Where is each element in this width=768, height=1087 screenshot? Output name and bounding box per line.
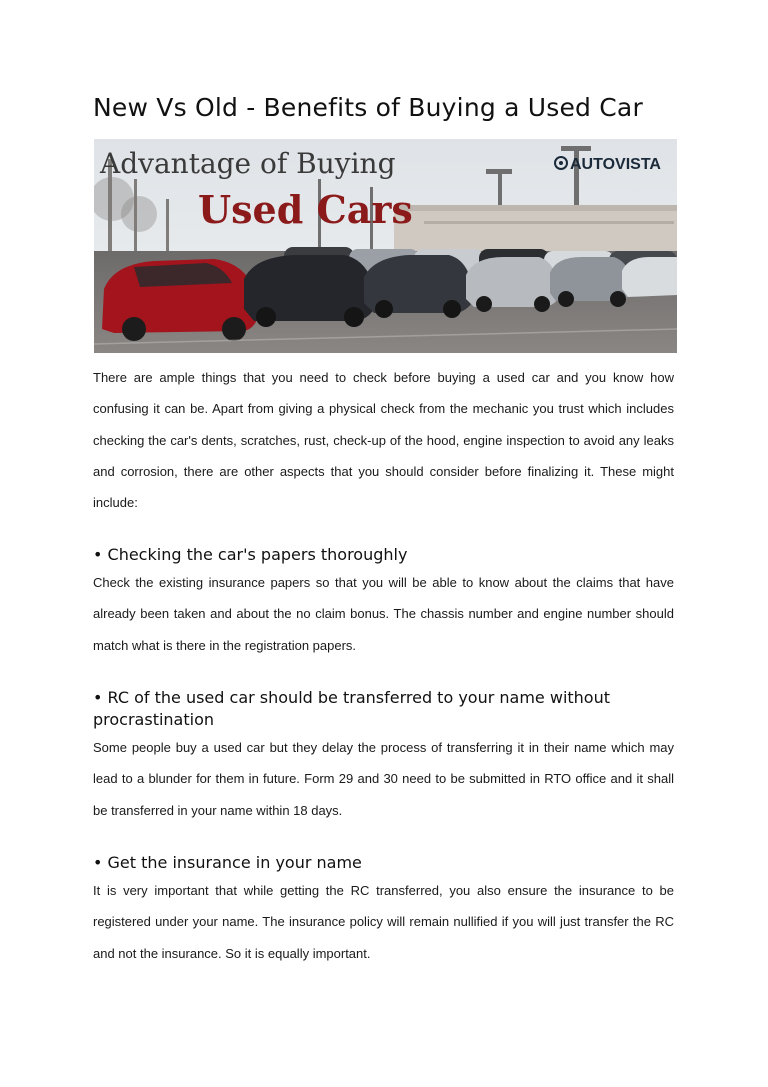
section-heading-rc-transfer: • RC of the used car should be transferred to your name without procrastination [93,688,610,729]
intro-paragraph: There are ample things that you need to check before buying a used car and you know how confusing it can be. Apart from giving a physical check from the mechanic you trust which includes checking the car's dents, scratches, rust, check-up of the hood, engine inspection to avoid any leaks and corrosion, there are other aspects that you should consider before finalizing it. These might include: [93,370,674,511]
section-heading-papers: • Checking the car's papers thoroughly [93,545,408,564]
section-body-insurance: It is very important that while getting the RC transferred, you also ensure the insurance to be registered under your name. The insurance policy will remain nullified if you will just transfer the RC and not the insurance. So it is equally important. [93,883,674,961]
brand-name: AUTOVISTA [570,156,661,173]
hero-headline-line2: Used Cars [198,187,413,232]
page-title: New Vs Old - Benefits of Buying a Used Car [93,93,643,122]
section-heading-insurance: • Get the insurance in your name [93,853,362,872]
hero-image [94,139,677,353]
hero-headline-line1: Advantage of Buying [100,147,396,180]
autovista-logo [555,156,661,173]
section-body-papers: Check the existing insurance papers so that you will be able to know about the claims that have already been taken and about the no claim bonus. The chassis number and engine number should match what is there in the registration papers. [93,575,674,653]
section-body-rc-transfer: Some people buy a used car but they delay the process of transferring it in their name which may lead to a blunder for them in future. Form 29 and 30 need to be submitted in RTO office and it shall be transferred in your name within 18 days. [93,740,674,818]
